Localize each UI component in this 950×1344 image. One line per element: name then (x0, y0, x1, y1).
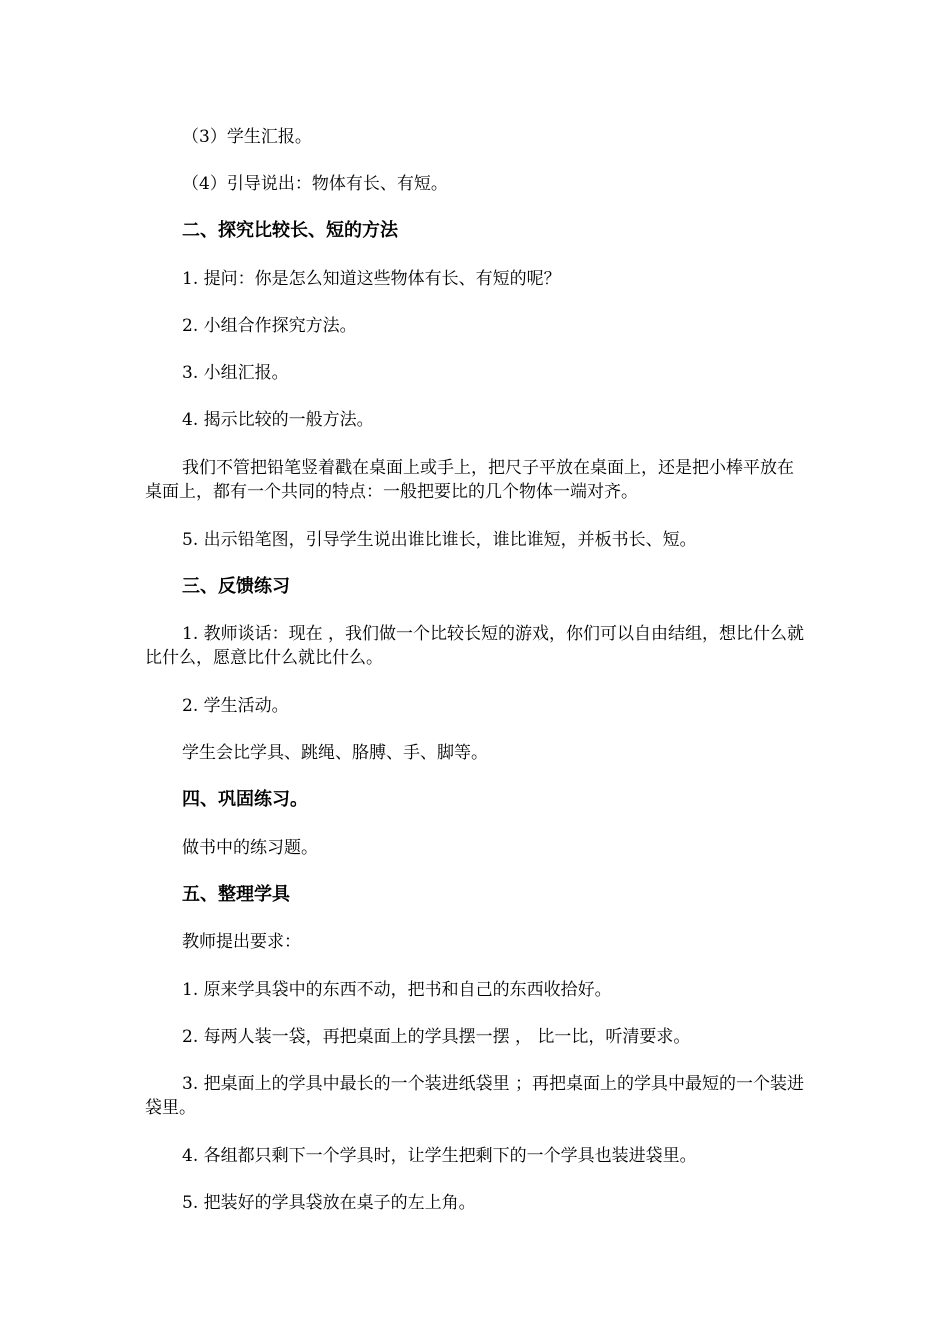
section-heading: 三、反馈练习 (182, 576, 290, 597)
paragraph: （3）学生汇报。 (182, 127, 312, 147)
paragraph: 学生会比学具、跳绳、胳膊、手、脚等。 (182, 743, 488, 763)
paragraph: 1. 教师谈话：现在 ，我们做一个比较长短的游戏，你们可以自由结组，想比什么就比什么，愿意比什么就比什么。 (145, 624, 805, 668)
paragraph: 我们不管把铅笔竖着戳在桌面上或手上，把尺子平放在桌面上，还是把小棒平放在桌面上，都有一个共同的特点：一般把要比的几个物体一端对齐。 (145, 458, 794, 502)
paragraph: 3. 小组汇报。 (182, 363, 289, 383)
section-heading: 五、整理学具 (182, 884, 290, 905)
section-heading: 四、巩固练习。 (182, 789, 308, 810)
paragraph: 2. 每两人装一袋，再把桌面上的学具摆一摆 ， 比一比，听清要求。 (182, 1027, 691, 1047)
paragraph: 4. 揭示比较的一般方法。 (182, 410, 374, 430)
section-heading: 二、探究比较长、短的方法 (182, 220, 398, 241)
paragraph: 4. 各组都只剩下一个学具时，让学生把剩下的一个学具也装进袋里。 (182, 1146, 697, 1166)
paragraph: 1. 原来学具袋中的东西不动，把书和自己的东西收拾好。 (182, 980, 612, 1000)
paragraph: 5. 出示铅笔图，引导学生说出谁比谁长，谁比谁短，并板书长、短。 (182, 530, 697, 550)
paragraph: 1. 提问：你是怎么知道这些物体有长、有短的呢？ (182, 269, 561, 289)
paragraph: 做书中的练习题。 (182, 838, 318, 858)
paragraph: （4）引导说出：物体有长、有短。 (182, 174, 448, 194)
paragraph: 5. 把装好的学具袋放在桌子的左上角。 (182, 1193, 476, 1213)
paragraph: 3. 把桌面上的学具中最长的一个装进纸袋里 ；再把桌面上的学具中最短的一个装进袋里。 (145, 1074, 805, 1118)
paragraph: 教师提出要求： (182, 932, 301, 952)
paragraph: 2. 学生活动。 (182, 696, 289, 716)
paragraph: 2. 小组合作探究方法。 (182, 316, 357, 336)
